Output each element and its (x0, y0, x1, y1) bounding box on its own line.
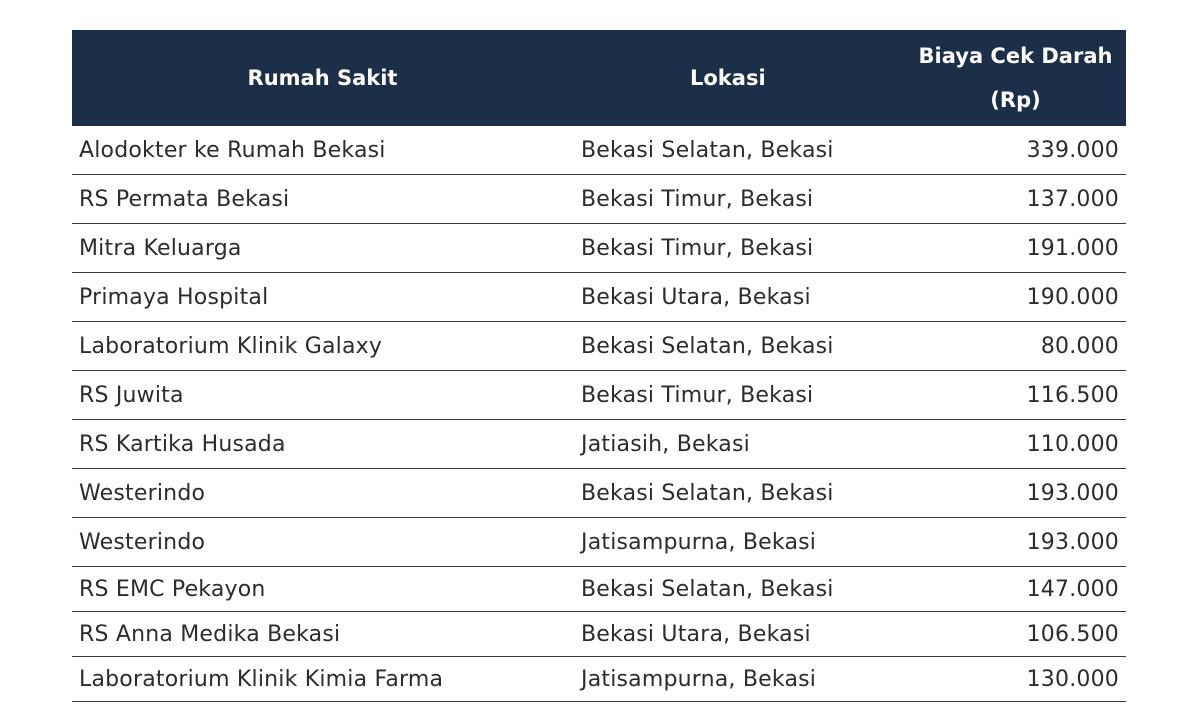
cell-hospital: Mitra Keluarga (72, 224, 573, 273)
cell-location: Bekasi Selatan, Bekasi (573, 469, 905, 518)
cell-hospital: RS Permata Bekasi (72, 175, 573, 224)
cell-hospital: RS Anna Medika Bekasi (72, 612, 573, 657)
cell-location: Bekasi Timur, Bekasi (573, 175, 905, 224)
cell-cost: 193.000 (905, 518, 1126, 567)
cell-location: Bekasi Timur, Bekasi (573, 371, 905, 420)
table-row (72, 273, 1126, 322)
table-row (72, 612, 1126, 657)
table-header (72, 30, 1126, 126)
cell-cost: 190.000 (905, 273, 1126, 322)
cell-location: Bekasi Utara, Bekasi (573, 612, 905, 657)
cell-location: Jatisampurna, Bekasi (573, 657, 905, 702)
header-cost (905, 30, 1126, 126)
cell-cost: 137.000 (905, 175, 1126, 224)
cell-hospital: Westerindo (72, 518, 573, 567)
cell-hospital: Laboratorium Klinik Kimia Farma (72, 657, 573, 702)
cell-cost: 193.000 (905, 469, 1126, 518)
header-cost-line2: (Rp) (990, 88, 1041, 112)
table-row (72, 371, 1126, 420)
cell-hospital: RS Kartika Husada (72, 420, 573, 469)
header-cost-line1: Biaya Cek Darah (918, 44, 1113, 68)
cell-location: Jatisampurna, Bekasi (573, 518, 905, 567)
table-row (72, 224, 1126, 273)
table-row (72, 126, 1126, 175)
cell-cost: 130.000 (905, 657, 1126, 702)
cell-cost: 339.000 (905, 126, 1126, 175)
cell-location: Bekasi Selatan, Bekasi (573, 126, 905, 175)
cell-cost: 116.500 (905, 371, 1126, 420)
table-row (72, 567, 1126, 612)
cell-cost: 191.000 (905, 224, 1126, 273)
cell-cost: 110.000 (905, 420, 1126, 469)
cell-location: Bekasi Selatan, Bekasi (573, 567, 905, 612)
table-row (72, 175, 1126, 224)
table-body (72, 126, 1126, 702)
cell-location: Bekasi Selatan, Bekasi (573, 322, 905, 371)
blood-test-cost-table (72, 30, 1126, 702)
cell-cost: 106.500 (905, 612, 1126, 657)
cell-location: Jatiasih, Bekasi (573, 420, 905, 469)
table-row (72, 322, 1126, 371)
cell-cost: 147.000 (905, 567, 1126, 612)
cell-hospital: Alodokter ke Rumah Bekasi (72, 126, 573, 175)
table-row (72, 420, 1126, 469)
cell-location: Bekasi Utara, Bekasi (573, 273, 905, 322)
table-row (72, 657, 1126, 702)
cell-location: Bekasi Timur, Bekasi (573, 224, 905, 273)
cell-hospital: Laboratorium Klinik Galaxy (72, 322, 573, 371)
cell-hospital: RS EMC Pekayon (72, 567, 573, 612)
table-row (72, 469, 1126, 518)
header-hospital: Rumah Sakit (72, 30, 573, 126)
table-row (72, 518, 1126, 567)
cell-hospital: Westerindo (72, 469, 573, 518)
header-row (72, 30, 1126, 126)
cell-hospital: Primaya Hospital (72, 273, 573, 322)
header-location: Lokasi (573, 30, 905, 126)
cell-cost: 80.000 (905, 322, 1126, 371)
cell-hospital: RS Juwita (72, 371, 573, 420)
